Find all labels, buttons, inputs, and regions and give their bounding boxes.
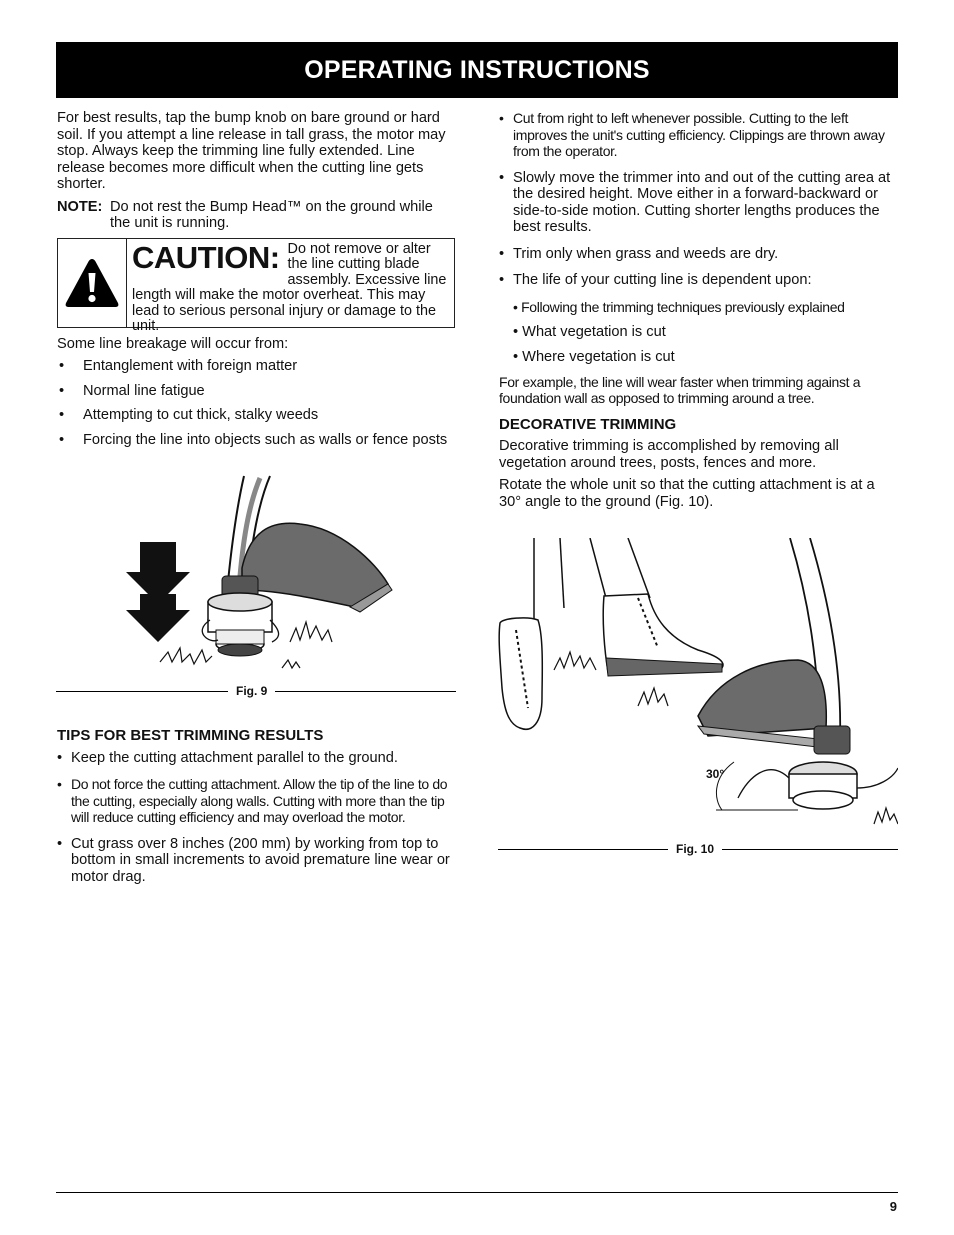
cutting-tips-list: [499, 110, 898, 289]
decorative-paragraph-1: Decorative trimming is accomplished by removing all vegetation around trees, posts, fences and more.: [499, 438, 839, 471]
right-column: [499, 110, 898, 516]
caution-content: [127, 239, 454, 334]
tips-list: [57, 750, 455, 886]
caution-word: CAUTION:: [132, 239, 280, 275]
fig9-caption: [56, 684, 456, 698]
page-number: 9: [889, 1199, 897, 1214]
list-item: • Keep the cutting attachment parallel to the ground.: [57, 750, 455, 767]
note-text: Do not rest the Bump Head™ on the ground while the unit is running.: [110, 198, 433, 231]
caution-text: Do not remove or alter the line cutting blade assembly. Excessive line length will make the motor overheat. This may lead to serious personal injury or damage to the unit.: [132, 240, 447, 334]
breakage-intro: Some line breakage will occur from:: [57, 335, 289, 352]
fig10-caption: [498, 842, 898, 856]
left-column: [57, 110, 455, 456]
fig10-label: Fig. 10: [676, 842, 715, 856]
page-header: [56, 42, 898, 98]
list-item: • Cut from right to left whenever possible. Cutting to the left improves the unit's cutting efficiency. Clippings are thrown away from the operator.: [499, 110, 898, 160]
breakage-list: [57, 358, 455, 448]
list-item: • Normal line fatigue: [57, 383, 455, 400]
warning-triangle-icon: [58, 239, 127, 327]
list-item: • Following the trimming techniques previously explained: [513, 298, 845, 315]
list-item: • What vegetation is cut: [513, 323, 666, 340]
fig10-illustration: [498, 538, 898, 835]
line-life-list: [499, 299, 898, 366]
list-item: • Do not force the cutting attachment. Allow the tip of the line to do the cutting, especially along walls. Cutting with more than the tip will reduce cutting efficiency and may overload the motor.: [57, 776, 455, 826]
list-item: • Entanglement with foreign matter: [57, 358, 455, 375]
tips-section: [57, 728, 455, 895]
note-label: NOTE:: [57, 198, 103, 215]
list-item: • Trim only when grass and weeds are dry.: [499, 246, 898, 263]
example-paragraph: For example, the line will wear faster when trimming against a foundation wall as opposed to trimming around a tree.: [499, 373, 861, 406]
decorative-heading: DECORATIVE TRIMMING: [499, 415, 677, 433]
fig9-illustration: [110, 472, 410, 682]
list-item: • The life of your cutting line is dependent upon:: [499, 272, 898, 289]
list-item: • Cut grass over 8 inches (200 mm) by working from top to bottom in small increments to avoid premature line wear or motor drag.: [57, 836, 455, 886]
footer-rule: [56, 1192, 898, 1193]
list-item: • Where vegetation is cut: [513, 348, 675, 365]
note: [57, 199, 455, 232]
tips-heading: TIPS FOR BEST TRIMMING RESULTS: [57, 727, 324, 744]
page-title: OPERATING INSTRUCTIONS: [304, 55, 650, 84]
list-item: • Attempting to cut thick, stalky weeds: [57, 407, 455, 424]
list-item: • Forcing the line into objects such as walls or fence posts: [57, 432, 455, 449]
fig9-label: Fig. 9: [236, 684, 268, 698]
caution-box: [57, 238, 455, 334]
decorative-paragraph-2: Rotate the whole unit so that the cutting attachment is at a 30° angle to the ground (Fig. 10).: [499, 477, 875, 510]
intro-paragraph: For best results, tap the bump knob on bare ground or hard soil. If you attempt a line release in tall grass, the motor may stop. Always keep the trimming line fully extended. Line release becomes more difficult when the cutting line gets shorter.: [57, 110, 446, 192]
list-item: • Slowly move the trimmer into and out of the cutting area at the desired height. Move either in a forward-backward or side-to-side motion. Cutting shorter lengths produces the best results.: [499, 170, 898, 236]
angle-label: 30°: [706, 767, 725, 781]
